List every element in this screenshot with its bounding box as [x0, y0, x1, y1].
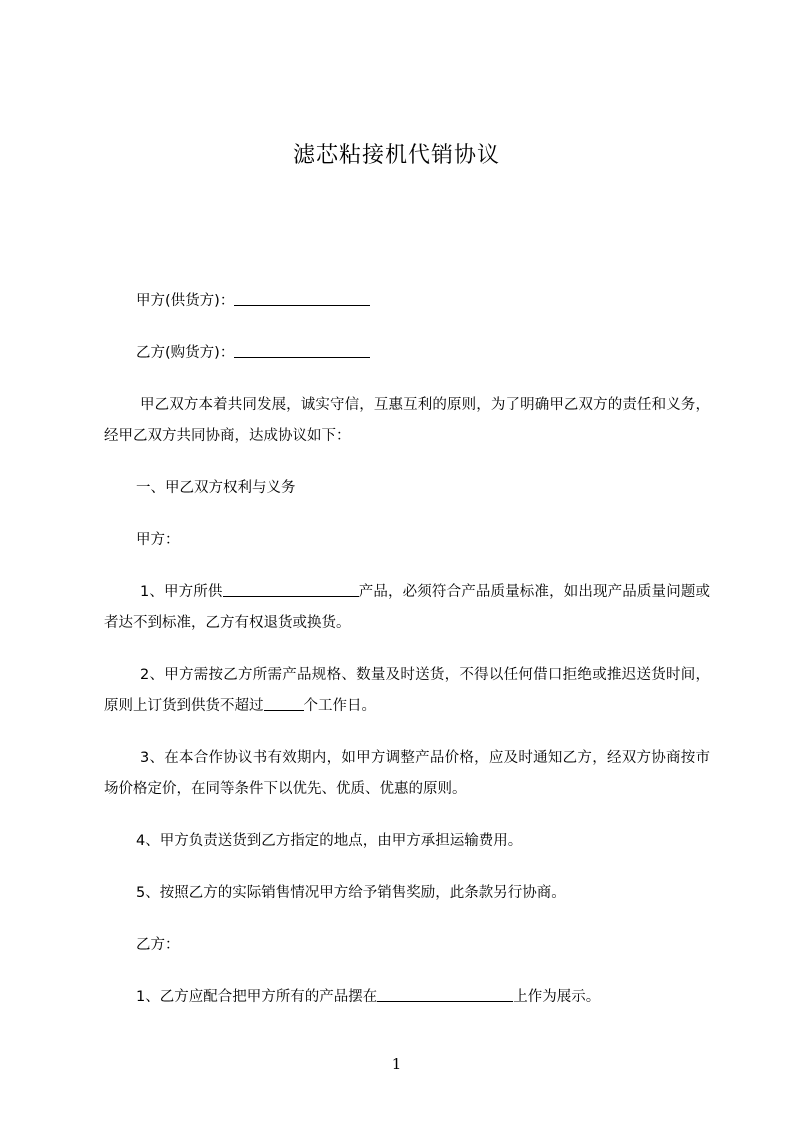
- party-b-label: 乙方(购货方)：: [136, 345, 235, 361]
- party-a-obligations-heading: 甲方：: [136, 532, 180, 548]
- section-1-heading: 一、甲乙双方权利与义务: [136, 480, 296, 496]
- intro-line-2: 和义务，经甲乙双方共同协商，达成协议如下：: [104, 397, 711, 444]
- document-title: 滤芯粘接机代销协议: [292, 143, 500, 168]
- party-a-item-3: 3、在本合作协议书有效期内，如甲方调整产品价格，应及时通知乙方，经双方协商按市场价格定价，在同等条件下以优先、优质、优惠的原则。: [104, 750, 710, 797]
- party-b-item-1: [104, 982, 710, 1013]
- party-b-line: [104, 338, 710, 369]
- party-a-label: 甲方(供货方)：: [136, 293, 235, 309]
- party-a-item-5: 5、按照乙方的实际销售情况甲方给予销售奖励，此条款另行协商。: [136, 885, 566, 901]
- party-a-item-1-prefix: 1、甲方所供: [140, 584, 223, 600]
- party-a-item-2-suffix: 个工作日。: [303, 698, 376, 714]
- party-a-blank: [234, 290, 370, 306]
- document-body: [104, 286, 710, 1034]
- party-a-item-2-prefix: 2、甲方需按乙方所需产品规格、数量及时送货，不得以任何借口拒绝或推迟送货时间，原则上订货到供货不超过: [104, 667, 710, 714]
- party-a-item-4: 4、甲方负责送货到乙方指定的地点，由甲方承担运输费用。: [136, 833, 523, 849]
- party-b-blank: [234, 342, 370, 358]
- party-b-obligations-heading: 乙方：: [136, 937, 180, 953]
- intro-paragraph: [104, 390, 710, 452]
- party-a-item-1-suffix: 产品，必须符合产品质量标准，如出现产品质量问题或者达不到标准，乙方有权退货或换货。: [104, 584, 710, 631]
- party-a-line: [104, 286, 710, 317]
- page-number: 1: [391, 1055, 402, 1073]
- party-a-item-1: [104, 577, 710, 639]
- product-name-blank: [223, 581, 359, 597]
- party-b-item-1-suffix: 上作为展示。: [513, 989, 601, 1005]
- display-location-blank: [377, 986, 513, 1002]
- intro-line-1: 甲乙双方本着共同发展，诚实守信，互惠互利的原则，为了明确甲乙双方的责任: [140, 397, 652, 413]
- party-a-item-2: [104, 660, 710, 722]
- party-b-item-1-prefix: 1、乙方应配合把甲方所有的产品摆在: [136, 989, 378, 1005]
- working-days-blank: [264, 695, 304, 711]
